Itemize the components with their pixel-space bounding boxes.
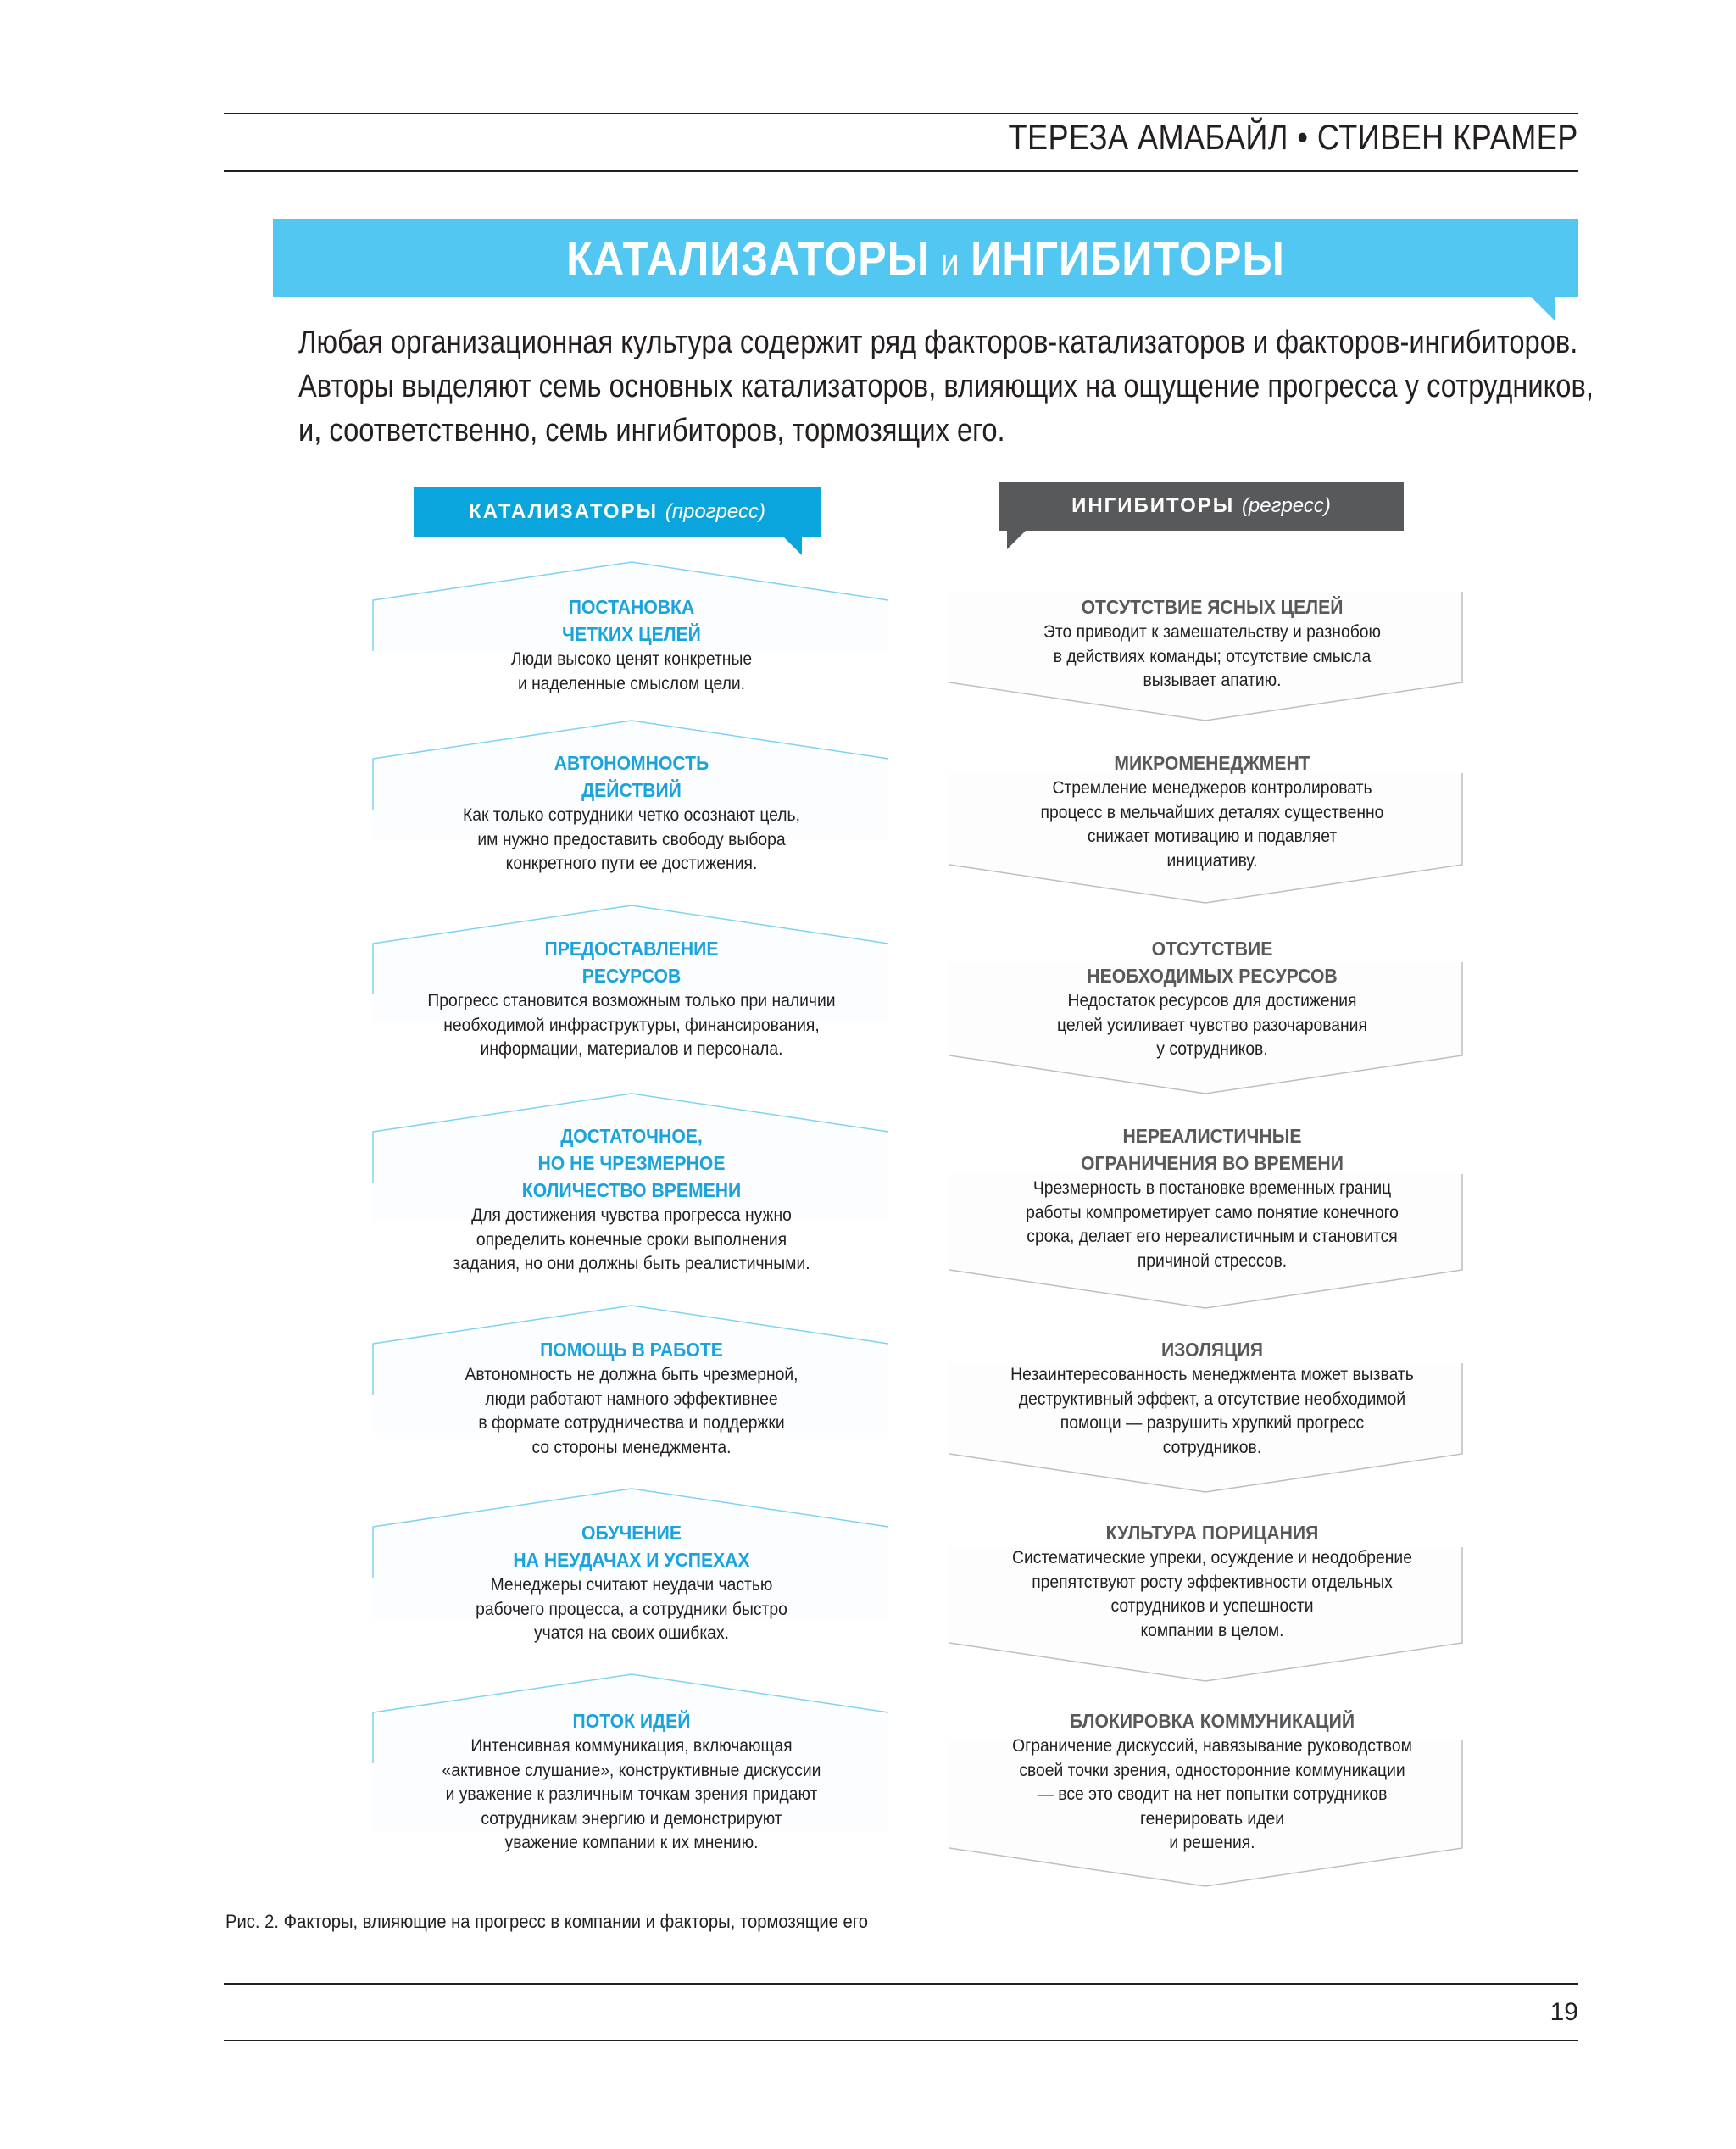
factor-description-line: конкретного пути ее достижения. — [505, 854, 758, 873]
factor-description-line: инициативу. — [1166, 850, 1258, 871]
factor-description-line: и решения. — [1169, 1833, 1255, 1852]
catalysts-column-heading — [414, 487, 821, 537]
inhibitor-7 — [949, 1707, 1475, 1856]
factor-description-line: своей точки зрения, односторонние коммуникации — [1019, 1760, 1405, 1780]
inhibitor-4 — [949, 1122, 1475, 1273]
factor-title-line: ПОМОЩЬ В РАБОТЕ — [540, 1339, 723, 1361]
running-header-authors: ТЕРЕЗА АМАБАЙЛ • СТИВЕН КРАМЕР — [1008, 117, 1578, 157]
factor-description-line: процесс в мельчайших деталях существенно — [1040, 802, 1384, 822]
factor-title-line: НО НЕ ЧРЕЗМЕРНОЕ — [537, 1152, 726, 1174]
factor-description-line: Как только сотрудники четко осознают цель, — [462, 805, 800, 825]
catalyst-1 — [369, 593, 894, 696]
inhibitor-1 — [949, 593, 1475, 693]
catalysts-heading-sub: (прогресс) — [665, 500, 765, 523]
factor-title-line: РЕСУРСОВ — [581, 965, 682, 987]
factor-description-line: генерировать идеи — [1139, 1808, 1285, 1829]
factor-title-line: КОЛИЧЕСТВО ВРЕМЕНИ — [521, 1179, 742, 1201]
factor-description-line: Чрезмерность в постановке временных границ — [1032, 1178, 1392, 1198]
page-number: 19 — [1550, 1998, 1578, 2026]
factor-title-line: ПОСТАНОВКА — [568, 596, 695, 618]
catalyst-2 — [369, 749, 894, 877]
inhibitors-heading-sub: (регресс) — [1241, 494, 1331, 517]
factor-description-line: и уважение к различным точкам зрения придают — [445, 1784, 818, 1804]
factor-description-line: Менеджеры считают неудачи частью — [490, 1575, 773, 1595]
factor-title-line: ДОСТАТОЧНОЕ, — [560, 1125, 703, 1147]
factor-description-line: люди работают намного эффективнее — [485, 1389, 778, 1409]
factor-description-line: Это приводит к замешательству и разнобою — [1043, 622, 1382, 642]
factor-description-line: компании в целом. — [1140, 1620, 1284, 1640]
factor-description-line: Недостаток ресурсов для достижения — [1067, 991, 1357, 1010]
factor-description-line: в действиях команды; отсутствие смысла — [1053, 646, 1372, 666]
inhibitors-heading-tail — [1007, 531, 1026, 549]
factor-title-line: АВТОНОМНОСТЬ — [554, 752, 709, 774]
factor-title-line: ПРЕДОСТАВЛЕНИЕ — [544, 938, 719, 960]
factor-description-line: учатся на своих ошибках. — [534, 1623, 729, 1643]
factor-description-line: сотрудников. — [1162, 1437, 1262, 1457]
factor-description-line: Ограничение дискуссий, навязывание руководством — [1012, 1736, 1412, 1756]
catalyst-6 — [369, 1519, 894, 1646]
factor-title-line: НЕОБХОДИМЫХ РЕСУРСОВ — [1087, 965, 1338, 987]
factor-description-line: «активное слушание», конструктивные дискуссии — [442, 1760, 821, 1780]
factor-title-line: ОТСУТСТВИЕ — [1151, 938, 1273, 960]
factor-title-line: КУЛЬТУРА ПОРИЦАНИЯ — [1105, 1522, 1319, 1544]
factor-description-line: со стороны менеджмента. — [531, 1437, 732, 1457]
factor-description-line: задания, но они должны быть реалистичными. — [453, 1254, 810, 1273]
factor-description-line: — все это сводит на нет попытки сотрудников — [1037, 1784, 1388, 1804]
factor-description-line: информации, материалов и персонала. — [480, 1039, 783, 1059]
factor-description-line: в формате сотрудничества и поддержки — [478, 1413, 785, 1433]
factor-description-line: сотрудникам энергию и демонстрируют — [481, 1808, 782, 1829]
catalyst-3 — [369, 935, 894, 1062]
factor-description-line: необходимой инфраструктуры, финансирования, — [443, 1015, 820, 1035]
title-conjunction: и — [940, 241, 960, 283]
figure-caption: Рис. 2. Факторы, влияющие на прогресс в компании и факторы, тормозящие его — [225, 1911, 868, 1932]
catalysts-heading-label: КАТАЛИЗАТОРЫ — [469, 500, 659, 523]
inhibitor-6 — [949, 1519, 1475, 1643]
factor-description-line: причиной стрессов. — [1137, 1250, 1288, 1271]
factor-description-line: Интенсивная коммуникация, включающая — [470, 1736, 793, 1756]
factor-description-line: вызывает апатию. — [1143, 671, 1282, 690]
factor-description-line: Автономность не должна быть чрезмерной, — [465, 1365, 798, 1384]
inhibitor-2 — [949, 749, 1475, 873]
inhibitors-heading-label: ИНГИБИТОРЫ — [1071, 494, 1235, 517]
factor-title-line: ЧЕТКИХ ЦЕЛЕЙ — [562, 623, 701, 645]
inhibitor-3 — [949, 935, 1475, 1062]
factor-description-line: Прогресс становится возможным только при наличии — [427, 991, 836, 1010]
factor-description-line: Люди высоко ценят конкретные — [510, 649, 753, 669]
factor-description-line: Незаинтересованность менеджмента может вызвать — [1010, 1365, 1414, 1384]
factor-title-line: БЛОКИРОВКА КОММУНИКАЦИЙ — [1069, 1710, 1355, 1732]
factor-title-line: ДЕЙСТВИЙ — [581, 779, 682, 801]
factor-description-line: срока, делает его нереалистичным и становится — [1027, 1227, 1398, 1246]
factor-description-line: и наделенные смыслом цели. — [517, 673, 746, 693]
factor-title-line: МИКРОМЕНЕДЖМЕНТ — [1114, 752, 1310, 774]
factor-title-line: НА НЕУДАЧАХ И УСПЕХАХ — [513, 1549, 750, 1571]
factor-description-line: целей усиливает чувство разочарования — [1057, 1015, 1367, 1035]
factor-description-line: Стремление менеджеров контролировать — [1052, 778, 1372, 798]
factor-description-line: у сотрудников. — [1156, 1039, 1268, 1059]
intro-line: Авторы выделяют семь основных катализаторов, влияющих на ощущение прогресса у сотрудников, — [298, 369, 1594, 404]
footer-rule-bottom — [224, 2040, 1578, 2041]
factor-description-line: препятствуют росту эффективности отдельных — [1032, 1572, 1393, 1592]
footer-rule-top — [224, 1983, 1578, 1985]
inhibitor-5 — [949, 1336, 1475, 1460]
factor-description-line: работы компрометирует само понятие конечного — [1026, 1202, 1399, 1222]
factor-description-line: рабочего процесса, а сотрудники быстро — [476, 1599, 787, 1619]
catalysts-heading-tail — [783, 537, 802, 555]
catalyst-7 — [369, 1707, 894, 1856]
inhibitors-column-heading — [999, 482, 1404, 531]
intro-line: Любая организационная культура содержит ряд факторов-катализаторов и факторов-ингибиторов. — [298, 325, 1578, 360]
factor-title-line: ОГРАНИЧЕНИЯ ВО ВРЕМЕНИ — [1081, 1152, 1344, 1174]
factor-description-line: определить конечные сроки выполнения — [476, 1229, 787, 1250]
factor-title-line: ОТСУТСТВИЕ ЯСНЫХ ЦЕЛЕЙ — [1081, 596, 1344, 618]
factor-title-line: ОБУЧЕНИЕ — [581, 1522, 682, 1544]
catalyst-5 — [369, 1336, 894, 1460]
title-inhibitors: ИНГИБИТОРЫ — [971, 231, 1285, 285]
factor-description-line: помощи — разрушить хрупкий прогресс — [1060, 1413, 1365, 1433]
title-catalysts: КАТАЛИЗАТОРЫ — [566, 231, 931, 285]
factor-description-line: сотрудников и успешности — [1110, 1596, 1314, 1616]
factor-description-line: деструктивный эффект, а отсутствие необходимой — [1018, 1389, 1406, 1409]
factor-title-line: НЕРЕАЛИСТИЧНЫЕ — [1122, 1125, 1302, 1147]
factor-description-line: уважение компании к их мнению. — [504, 1833, 759, 1852]
factor-description-line: им нужно предоставить свободу выбора — [477, 829, 786, 849]
factor-description-line: Для достижения чувства прогресса нужно — [471, 1205, 792, 1225]
factor-description-line: снижает мотивацию и подавляет — [1087, 827, 1338, 846]
catalyst-4 — [369, 1122, 894, 1277]
factor-title-line: ИЗОЛЯЦИЯ — [1160, 1339, 1264, 1361]
factor-title-line: ПОТОК ИДЕЙ — [572, 1710, 691, 1732]
factor-description-line: Систематические упреки, осуждение и неодобрение — [1012, 1548, 1412, 1567]
intro-line: и, соответственно, семь ингибиторов, тормозящих его. — [298, 413, 1005, 448]
